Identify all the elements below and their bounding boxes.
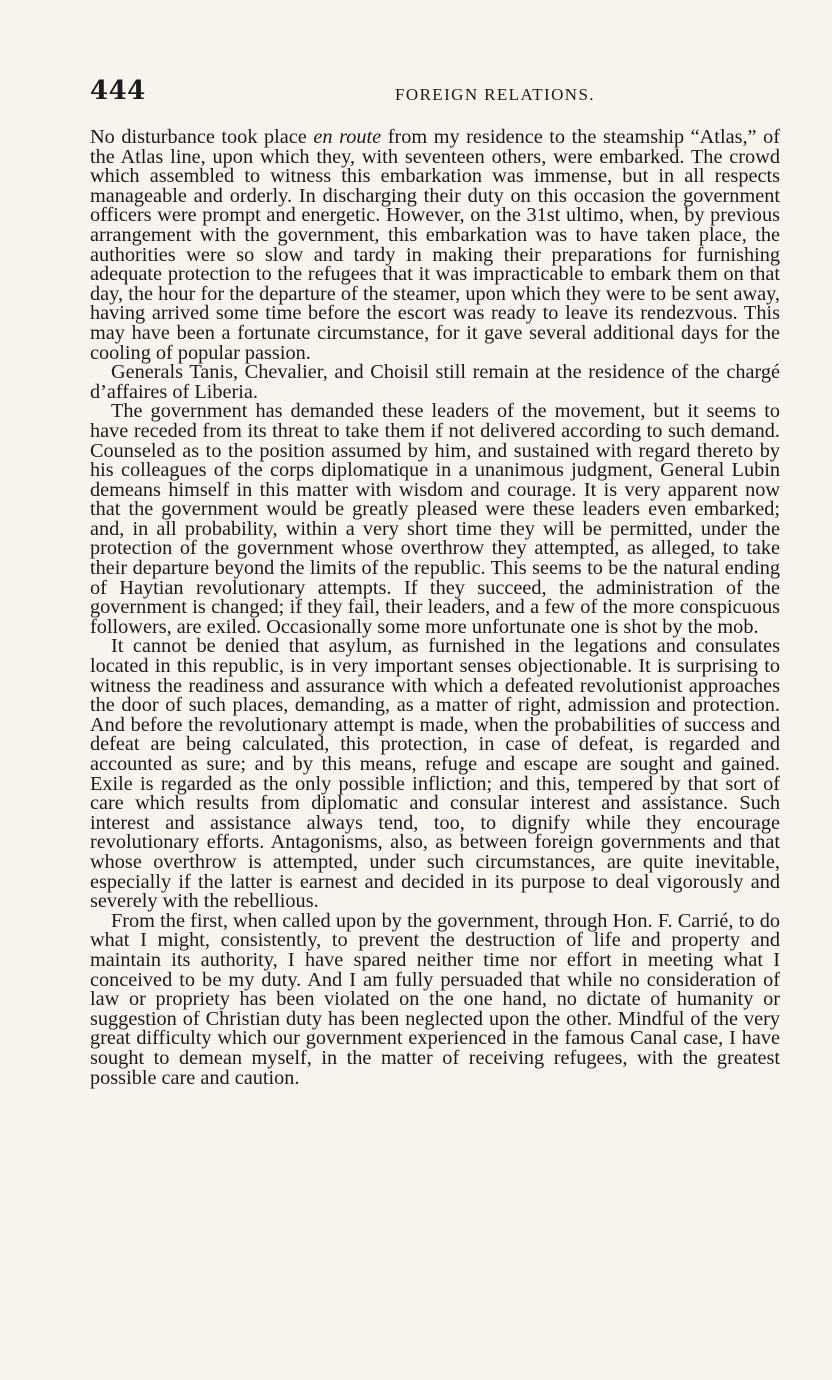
paragraph-1	[90, 128, 780, 363]
running-head: FOREIGN RELATIONS.	[395, 85, 595, 104]
body-text	[90, 128, 780, 1088]
paragraph-1-lead: No disturbance took place	[90, 126, 314, 148]
paragraph-1-italic: en route	[313, 126, 382, 148]
paragraph-5: From the first, when called upon by the government, through Hon. F. Carrié, to do what I might, consistently, to prevent the destruction of life and property and maintain its authority, I have spared neither time nor effort in meeting what I conceived to be my duty. And I am fully persuaded that while no consideration of law or propriety has been violated on the one hand, no dictate of humanity or suggestion of Christian duty has been neglected upon the other. Mindful of the very great difficulty which our government experienced in the famous Canal case, I have sought to demean myself, in the matter of receiving refugees, with the greatest possible care and caution.	[90, 909, 780, 1089]
paragraph-2: Generals Tanis, Chevalier, and Choisil still remain at the residence of the chargé d’affaires of Liberia.	[90, 361, 780, 403]
page-number: 444	[90, 76, 146, 106]
page-header	[90, 76, 780, 116]
paragraph-3: The government has demanded these leaders of the movement, but it seems to have receded from its threat to take them if not delivered according to such demand. Counseled as to the position assumed by him, and sustained with regard thereto by his colleagues of the corps diplomatique in a unanimous judgment, General Lubin demeans himself in this matter with wisdom and courage. It is very apparent now that the government would be greatly pleased were these leaders even embarked; and, in all probability, within a very short time they will be permitted, under the protection of the government whose overthrow they attempted, as alleged, to take their departure beyond the limits of the republic. This seems to be the natural ending of Haytian revolutionary attempts. If they succeed, the administration of the government is changed; if they fail, their leaders, and a few of the more conspicuous followers, are exiled. Occasionally some more unfortunate one is shot by the mob.	[90, 400, 780, 638]
paragraph-4: It cannot be denied that asylum, as furnished in the legations and consulates located in this republic, is in very important senses objectionable. It is surprising to witness the readiness and assurance with which a defeated revolutionist approaches the door of such places, demanding, as a matter of right, admission and protection. And before the revolutionary attempt is made, when the probabilities of success and defeat are being calculated, this protection, in case of defeat, is regarded and accounted as sure; and by this means, refuge and escape are sought and gained. Exile is regarded as the only possible infliction; and this, tempered by that sort of care which results from diplomatic and consular interest and assistance. Such interest and assistance always tend, too, to dignify while they encourage revolutionary efforts. Antagonisms, also, as between foreign governments and that whose overthrow is attempted, under such circumstances, are quite inevitable, especially if the latter is earnest and decided in its purpose to deal vigorously and severely with the rebellious.	[90, 635, 780, 913]
paragraph-1-rest: from my residence to the steamship “Atlas,” of the Atlas line, upon which they, with seventeen others, were embarked. The crowd which assembled to witness this embarkation was immense, but in all respects manageable and orderly. In discharging their duty on this occasion the government officers were prompt and energetic. However, on the 31st ultimo, when, by previous arrangement with the government, this embarkation was to have taken place, the authorities were so slow and tardy in making their preparations for furnishing adequate protection to the refugees that it was impracticable to embark them on that day, the hour for the departure of the steamer, upon which they were to be sent away, having arrived some time before the escort was ready to leave its rendezvous. This may have been a fortunate circumstance, for it gave several additional days for the cooling of popular passion.	[90, 126, 781, 364]
